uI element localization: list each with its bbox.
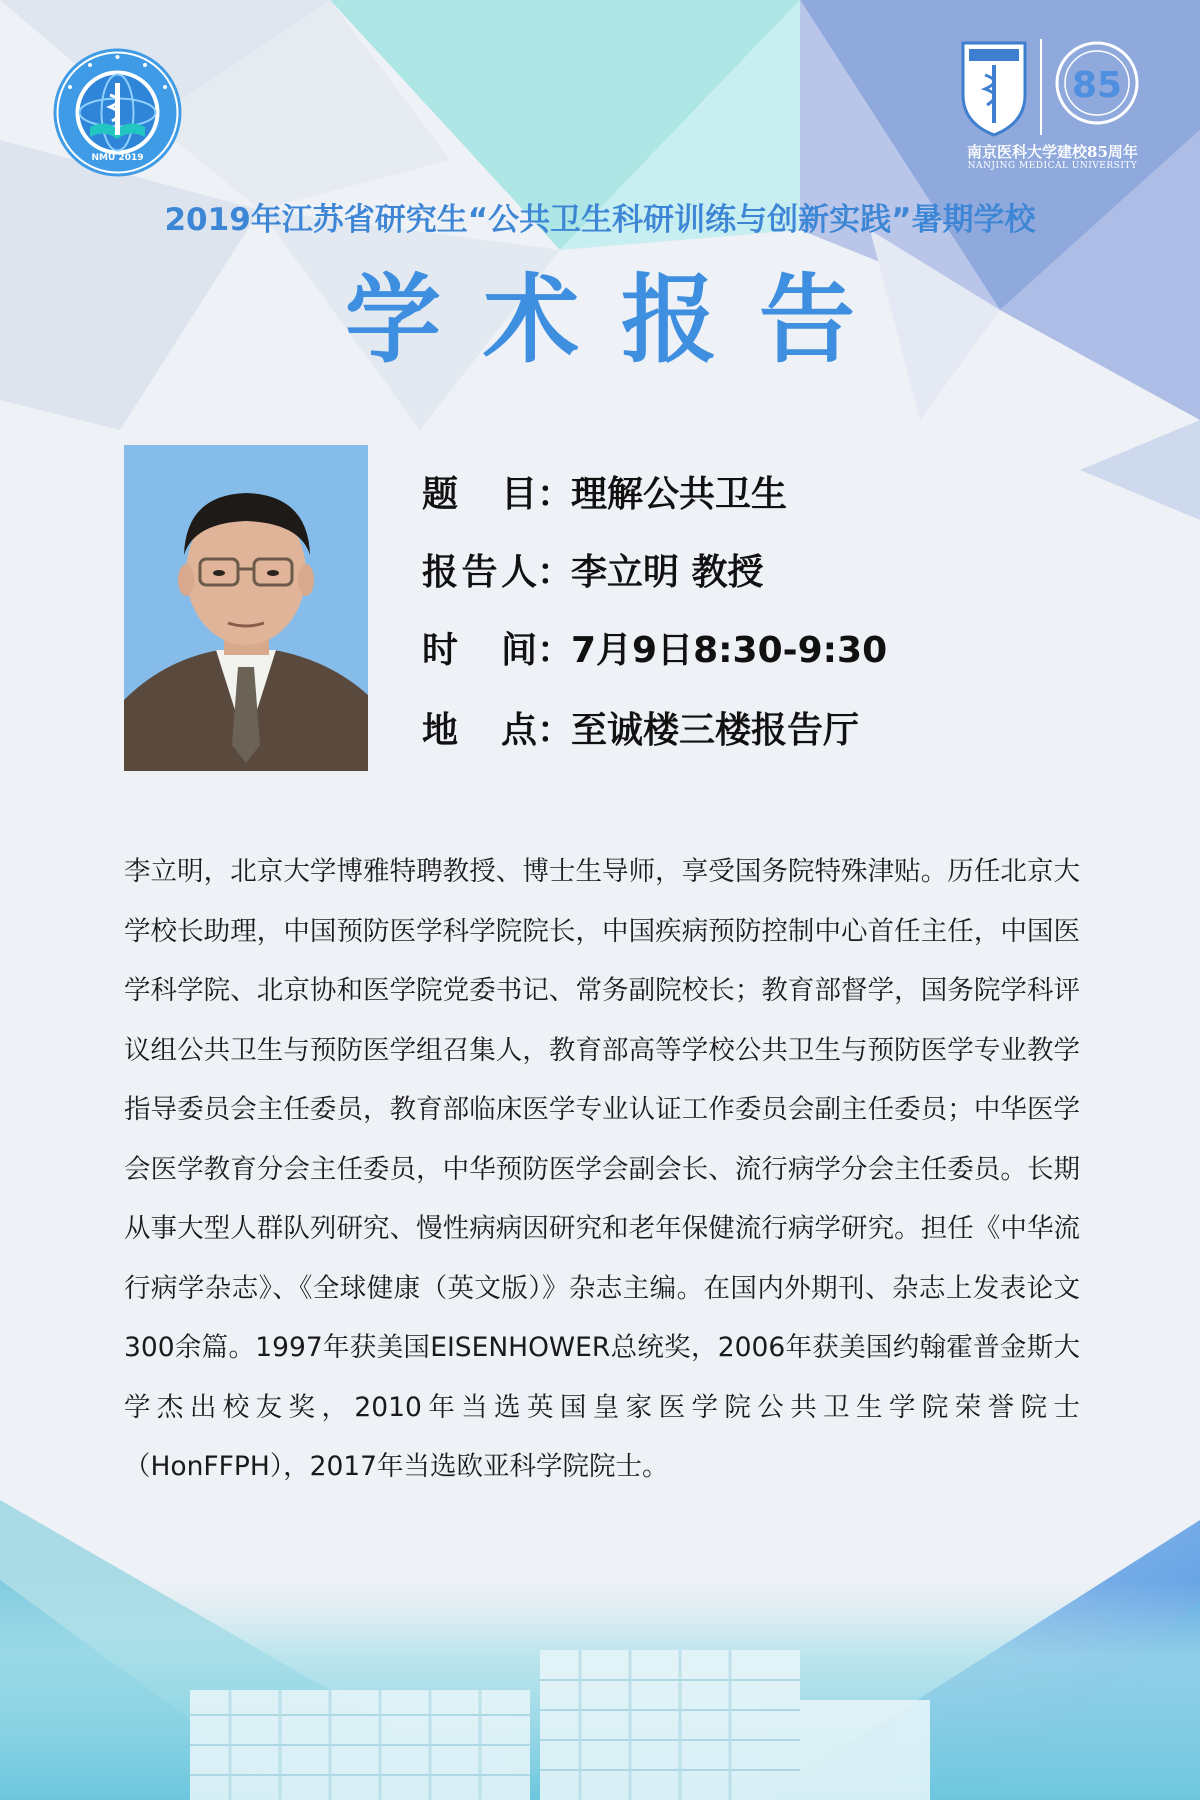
anniversary-number: 85 — [1071, 65, 1123, 106]
info-row-time — [422, 622, 887, 673]
colon: ： — [537, 710, 574, 751]
speaker-photo — [124, 445, 368, 771]
university-name-cn: 南京医科大学建校85周年 — [967, 143, 1138, 161]
logo-year-badge: NMU 2019 — [91, 153, 144, 163]
info-row-speaker — [422, 544, 764, 595]
place-label: 地点 — [422, 710, 537, 751]
event-subtitle: 2019年江苏省研究生“公共卫生科研训练与创新实践”暑期学校 — [164, 202, 1036, 238]
time-value: 7月9日8:30-9:30 — [571, 630, 888, 671]
bio-paragraph: 李立明，北京大学博雅特聘教授、博士生导师，享受国务院特殊津贴。历任北京大学校长助理，中国预防医学科学院院长，中国疾病预防控制中心首任主任，中国医学科学院、北京协和医学院党委书记、常务副院校长；教育部督学，国务院学科评议组公共卫生与预防医学组召集人，教育部高等学校公共卫生与预防医学专业教学指导委员会主任委员，教育部临床医学专业认证工作委员会副主任委员；中华医学会医学教育分会主任委员，中华预防医学会副会长、流行病学分会主任委员。长期从事大型人群队列研究、慢性病病因研究和老年保健流行病学研究。担任《中华流行病学杂志》、《全球健康（英文版）》杂志主编。在国内外期刊、杂志上发表论文300余篇。1997年获美国EISENHOWER总统奖，2006年获美国约翰霍普金斯大学杰出校友奖，2010年当选英国皇家医学院公共卫生学院荣誉院士（HonFFPH），2017年当选欧亚科学院院士。 — [124, 856, 1080, 1482]
page-title: 学术报告 — [345, 264, 897, 376]
topic-label: 题目 — [422, 474, 537, 515]
time-label: 时间 — [422, 630, 537, 671]
place-value: 至诚楼三楼报告厅 — [571, 710, 860, 751]
speaker-label: 报告人 — [422, 552, 537, 593]
colon: ： — [537, 552, 574, 593]
info-row-topic — [422, 466, 787, 517]
info-row-place — [422, 702, 859, 753]
university-name-en: NANJING MEDICAL UNIVERSITY — [967, 161, 1138, 171]
nanjing-medical-university-85th-logo — [955, 35, 1150, 171]
colon: ： — [537, 630, 574, 671]
colon: ： — [537, 474, 574, 515]
speaker-value: 李立明 教授 — [571, 552, 764, 593]
speaker-biography — [124, 842, 1080, 1497]
topic-value: 理解公共卫生 — [571, 474, 788, 515]
summer-school-logo — [50, 45, 185, 180]
